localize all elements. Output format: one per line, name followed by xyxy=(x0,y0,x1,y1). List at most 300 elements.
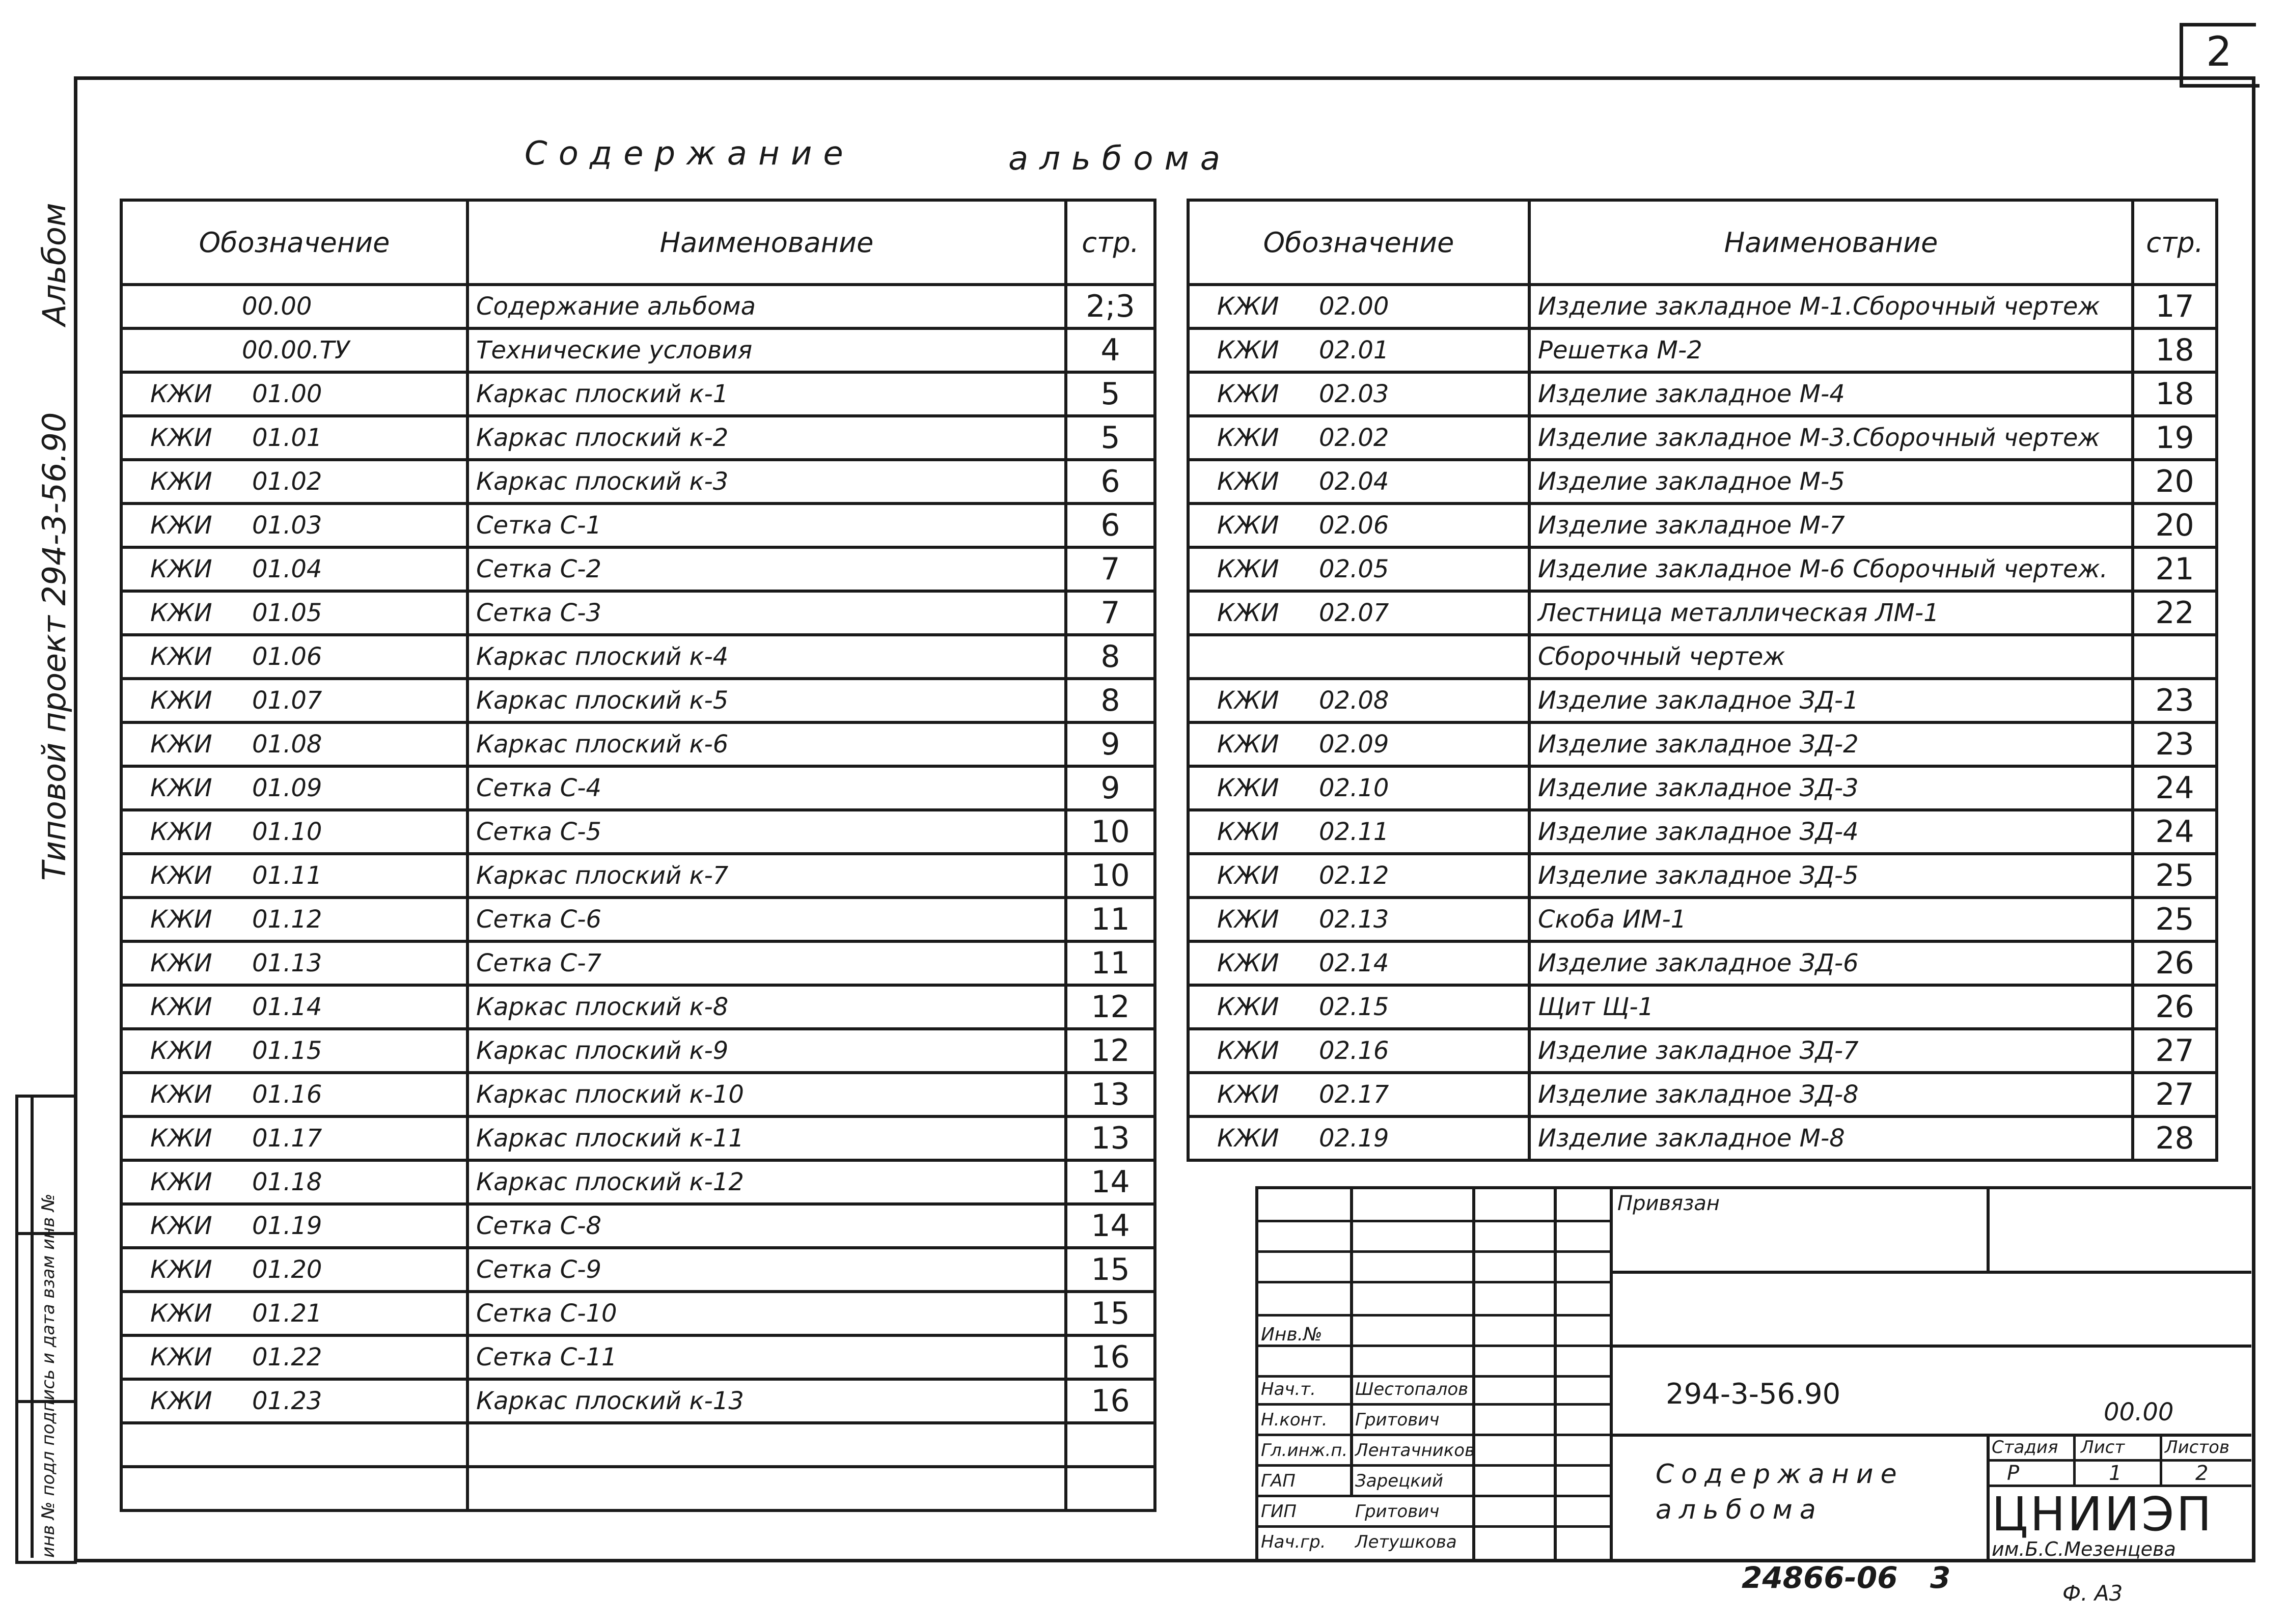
page-number: 24 xyxy=(2133,810,2217,854)
footer-page: 3 xyxy=(1930,1560,1951,1595)
doc-code: 294-3-56.90 xyxy=(1666,1378,1841,1411)
item-name: Сборочный чертеж xyxy=(1529,635,2133,679)
designation-number: 01.18 xyxy=(252,1168,322,1196)
item-name: Лестница металлическая ЛМ-1 xyxy=(1529,591,2133,635)
table-row xyxy=(1188,285,2217,328)
spine-album: Альбом xyxy=(36,203,73,326)
designation-cell xyxy=(121,1292,467,1335)
designation-cell xyxy=(121,1379,467,1423)
page-number: 21 xyxy=(2133,547,2217,591)
designation-cell xyxy=(121,810,467,854)
page-number: 14 xyxy=(1066,1204,1155,1248)
designation-number: 01.21 xyxy=(252,1299,322,1328)
designation-cell xyxy=(1188,635,1529,679)
role-label: ГИП xyxy=(1261,1501,1297,1522)
designation-code: КЖИ xyxy=(1217,336,1279,365)
designation-code: КЖИ xyxy=(1217,380,1279,408)
designation-code: КЖИ xyxy=(150,1168,212,1196)
designation-code: КЖИ xyxy=(1217,730,1279,759)
designation-code: КЖИ xyxy=(150,380,212,408)
designation-code: КЖИ xyxy=(150,1212,212,1240)
designation-cell xyxy=(121,460,467,503)
table-row xyxy=(1188,1029,2217,1073)
designation-number: 01.09 xyxy=(252,774,322,802)
item-name: Сетка С-8 xyxy=(467,1204,1066,1248)
page-number: 10 xyxy=(1066,854,1155,898)
page-number: 22 xyxy=(2133,591,2217,635)
designation-code: КЖИ xyxy=(1217,1124,1279,1153)
page-number: 7 xyxy=(1066,547,1155,591)
page-number: 24 xyxy=(2133,766,2217,810)
designation-number: 01.11 xyxy=(252,861,322,890)
doc-title-line1: Содержание xyxy=(1656,1459,1904,1490)
table-row xyxy=(121,591,1155,635)
role-person: Гритович xyxy=(1355,1501,1440,1522)
page-number: 25 xyxy=(2133,898,2217,941)
designation-cell xyxy=(1188,985,1529,1029)
page-number: 13 xyxy=(1066,1116,1155,1160)
stamp-inner-line xyxy=(31,1095,34,1558)
designation-cell xyxy=(1188,1116,1529,1160)
table-row xyxy=(121,1379,1155,1423)
table-row xyxy=(121,1467,1155,1510)
designation-code: КЖИ xyxy=(150,730,212,759)
page-number: 18 xyxy=(2133,328,2217,372)
footer-number: 24866-06 xyxy=(1742,1560,1898,1595)
header-name: Наименование xyxy=(1529,200,2133,285)
designation-cell xyxy=(1188,1073,1529,1116)
designation-code: КЖИ xyxy=(150,861,212,890)
table-row xyxy=(1188,1073,2217,1116)
designation-code: КЖИ xyxy=(150,467,212,496)
table-row xyxy=(121,635,1155,679)
table-row xyxy=(121,1423,1155,1467)
designation-code: КЖИ xyxy=(1217,993,1279,1021)
item-name: Каркас плоский к-6 xyxy=(467,722,1066,766)
item-name: Изделие закладное ЗД-4 xyxy=(1529,810,2133,854)
item-name: Изделие закладное М-5 xyxy=(1529,460,2133,503)
designation-cell xyxy=(1188,503,1529,547)
table-row xyxy=(121,810,1155,854)
table-row xyxy=(121,1335,1155,1379)
item-name: Сетка С-10 xyxy=(467,1292,1066,1335)
item-name: Щит Щ-1 xyxy=(1529,985,2133,1029)
designation-number: 02.01 xyxy=(1319,336,1389,365)
role-person: Зарецкий xyxy=(1355,1471,1444,1491)
header-page: стр. xyxy=(2133,200,2217,285)
designation-cell xyxy=(121,372,467,416)
page-number: 8 xyxy=(1066,679,1155,722)
page-number xyxy=(1066,1423,1155,1467)
designation-code: КЖИ xyxy=(1217,774,1279,802)
designation-number: 01.16 xyxy=(252,1080,322,1109)
item-name: Каркас плоский к-2 xyxy=(467,416,1066,460)
table-row xyxy=(1188,416,2217,460)
table-header-row xyxy=(121,200,1155,285)
designation-code: КЖИ xyxy=(1217,599,1279,627)
designation-number: 01.23 xyxy=(252,1387,322,1415)
designation-cell xyxy=(121,1335,467,1379)
designation-code: КЖИ xyxy=(150,905,212,934)
role-person: Шестопалов xyxy=(1355,1379,1469,1399)
role-label: Гл.инж.п. xyxy=(1261,1440,1348,1461)
designation-cell xyxy=(1188,1029,1529,1073)
designation-cell xyxy=(121,591,467,635)
table-row xyxy=(121,1116,1155,1160)
designation-code: КЖИ xyxy=(1217,861,1279,890)
table-row xyxy=(121,722,1155,766)
sheet-label: Лист xyxy=(2081,1437,2125,1458)
header-designation: Обозначение xyxy=(121,200,467,285)
designation-number: 02.10 xyxy=(1319,774,1389,802)
designation-code: КЖИ xyxy=(150,993,212,1021)
item-name: Сетка С-9 xyxy=(467,1248,1066,1292)
item-name: Каркас плоский к-7 xyxy=(467,854,1066,898)
sheets-value: 2 xyxy=(2195,1462,2209,1485)
designation-code: КЖИ xyxy=(1217,905,1279,934)
doc-title-line2: альбома xyxy=(1656,1495,1823,1525)
item-name: Изделие закладное М-4 xyxy=(1529,372,2133,416)
page-number: 12 xyxy=(1066,985,1155,1029)
page-number: 9 xyxy=(1066,722,1155,766)
designation-code: КЖИ xyxy=(150,818,212,846)
item-name: Сетка С-5 xyxy=(467,810,1066,854)
page-number: 2;3 xyxy=(1066,285,1155,328)
page-number: 16 xyxy=(1066,1379,1155,1423)
table-row xyxy=(1188,591,2217,635)
page-number: 9 xyxy=(1066,766,1155,810)
designation-code: КЖИ xyxy=(1217,818,1279,846)
item-name: Решетка М-2 xyxy=(1529,328,2133,372)
page-number xyxy=(1066,1467,1155,1510)
designation-number: 01.10 xyxy=(252,818,322,846)
designation-code: КЖИ xyxy=(150,686,212,715)
table-row xyxy=(1188,941,2217,985)
corner-tick xyxy=(2180,23,2256,26)
item-name: Каркас плоский к-12 xyxy=(467,1160,1066,1204)
designation-cell xyxy=(1188,898,1529,941)
designation-number: 02.07 xyxy=(1319,599,1389,627)
designation-code: КЖИ xyxy=(150,774,212,802)
designation-number: 01.02 xyxy=(252,467,322,496)
item-name: Изделие закладное ЗД-1 xyxy=(1529,679,2133,722)
designation-cell xyxy=(121,547,467,591)
table-row xyxy=(121,985,1155,1029)
designation-code: КЖИ xyxy=(1217,686,1279,715)
item-name: Каркас плоский к-13 xyxy=(467,1379,1066,1423)
page-number: 18 xyxy=(2133,372,2217,416)
table-row xyxy=(1188,372,2217,416)
format-label: Ф. А3 xyxy=(2062,1581,2123,1606)
designation-number: 02.11 xyxy=(1319,818,1389,846)
table-row xyxy=(121,1029,1155,1073)
item-name: Сетка С-1 xyxy=(467,503,1066,547)
page-number: 28 xyxy=(2133,1116,2217,1160)
item-name: Сетка С-7 xyxy=(467,941,1066,985)
page-number: 27 xyxy=(2133,1029,2217,1073)
table-row xyxy=(121,416,1155,460)
designation-code: КЖИ xyxy=(150,1343,212,1371)
page-number: 26 xyxy=(2133,941,2217,985)
designation-number: 01.13 xyxy=(252,949,322,977)
table-row xyxy=(1188,635,2217,679)
page-number: 20 xyxy=(2133,460,2217,503)
item-name xyxy=(467,1423,1066,1467)
role-person: Гритович xyxy=(1355,1410,1440,1430)
designation-cell xyxy=(121,941,467,985)
item-name: Каркас плоский к-3 xyxy=(467,460,1066,503)
designation-number: 01.14 xyxy=(252,993,322,1021)
item-name xyxy=(467,1467,1066,1510)
designation-code: КЖИ xyxy=(150,1037,212,1065)
designation-cell xyxy=(121,679,467,722)
designation-cell xyxy=(1188,766,1529,810)
designation-number: 01.03 xyxy=(252,511,322,540)
page-number: 13 xyxy=(1066,1073,1155,1116)
designation-cell xyxy=(121,722,467,766)
designation-number: 02.06 xyxy=(1319,511,1389,540)
designation-code: КЖИ xyxy=(1217,555,1279,583)
page-number: 27 xyxy=(2133,1073,2217,1116)
page-number: 15 xyxy=(1066,1248,1155,1292)
item-name: Изделие закладное ЗД-5 xyxy=(1529,854,2133,898)
toc-table-left xyxy=(120,199,1156,1512)
title-block xyxy=(1255,1186,2251,1561)
designation-code: КЖИ xyxy=(150,1124,212,1153)
designation-cell xyxy=(121,898,467,941)
header-name: Наименование xyxy=(467,200,1066,285)
designation-cell xyxy=(1188,679,1529,722)
designation-number: 01.04 xyxy=(252,555,322,583)
designation-cell xyxy=(121,1029,467,1073)
designation-cell xyxy=(121,285,467,328)
designation-code: КЖИ xyxy=(150,511,212,540)
designation-number: 00.00 xyxy=(242,292,312,321)
designation-number: 01.22 xyxy=(252,1343,322,1371)
designation-code: КЖИ xyxy=(150,555,212,583)
page-number: 17 xyxy=(2133,285,2217,328)
page-number: 4 xyxy=(1066,328,1155,372)
designation-number: 02.16 xyxy=(1319,1037,1389,1065)
table-row xyxy=(1188,722,2217,766)
page-number: 11 xyxy=(1066,941,1155,985)
designation-number: 01.12 xyxy=(252,905,322,934)
item-name: Сетка С-3 xyxy=(467,591,1066,635)
table-row xyxy=(121,1160,1155,1204)
designation-cell xyxy=(121,854,467,898)
table-row xyxy=(1188,460,2217,503)
page-number: 25 xyxy=(2133,854,2217,898)
designation-number: 02.03 xyxy=(1319,380,1389,408)
item-name: Каркас плоский к-11 xyxy=(467,1116,1066,1160)
table-row xyxy=(121,766,1155,810)
table-row xyxy=(1188,766,2217,810)
table-row xyxy=(121,547,1155,591)
designation-cell xyxy=(1188,854,1529,898)
item-name: Сетка С-4 xyxy=(467,766,1066,810)
table-row xyxy=(1188,810,2217,854)
table-row xyxy=(121,1248,1155,1292)
item-name: Изделие закладное М-7 xyxy=(1529,503,2133,547)
designation-code: КЖИ xyxy=(1217,1080,1279,1109)
designation-number: 01.20 xyxy=(252,1255,322,1284)
item-name: Сетка С-11 xyxy=(467,1335,1066,1379)
designation-cell xyxy=(121,1423,467,1467)
table-row xyxy=(1188,1116,2217,1160)
role-label: ГАП xyxy=(1261,1471,1296,1491)
item-name: Сетка С-2 xyxy=(467,547,1066,591)
table-row xyxy=(121,285,1155,328)
designation-number: 01.08 xyxy=(252,730,322,759)
page-number: 5 xyxy=(1066,372,1155,416)
designation-number: 02.13 xyxy=(1319,905,1389,934)
designation-cell xyxy=(121,635,467,679)
page-number: 26 xyxy=(2133,985,2217,1029)
table-row xyxy=(121,679,1155,722)
sheet-value: 1 xyxy=(2109,1462,2122,1485)
page-number: 11 xyxy=(1066,898,1155,941)
designation-code: КЖИ xyxy=(1217,511,1279,540)
org-name: ЦНИИЭП xyxy=(1992,1487,2214,1542)
item-name: Изделие закладное ЗД-6 xyxy=(1529,941,2133,985)
item-name: Изделие закладное ЗД-2 xyxy=(1529,722,2133,766)
page-number: 12 xyxy=(1066,1029,1155,1073)
item-name: Технические условия xyxy=(467,328,1066,372)
designation-cell xyxy=(121,1073,467,1116)
stage-label: Стадия xyxy=(1992,1437,2058,1458)
role-person: Летушкова xyxy=(1355,1532,1457,1552)
item-name: Изделие закладное ЗД-7 xyxy=(1529,1029,2133,1073)
designation-number: 02.08 xyxy=(1319,686,1389,715)
table-row xyxy=(121,1204,1155,1248)
designation-cell xyxy=(121,416,467,460)
designation-number: 02.09 xyxy=(1319,730,1389,759)
designation-number: 01.05 xyxy=(252,599,322,627)
designation-cell xyxy=(121,328,467,372)
designation-code: КЖИ xyxy=(1217,1037,1279,1065)
designation-cell xyxy=(121,1467,467,1510)
table-row xyxy=(1188,503,2217,547)
page-number xyxy=(2133,635,2217,679)
designation-number: 02.05 xyxy=(1319,555,1389,583)
designation-number: 01.07 xyxy=(252,686,322,715)
designation-number: 02.04 xyxy=(1319,467,1389,496)
item-name: Каркас плоский к-5 xyxy=(467,679,1066,722)
designation-cell xyxy=(121,1248,467,1292)
designation-cell xyxy=(1188,328,1529,372)
page-number: 5 xyxy=(1066,416,1155,460)
sheets-label: Листов xyxy=(2165,1437,2230,1458)
designation-cell xyxy=(1188,722,1529,766)
designation-number: 01.19 xyxy=(252,1212,322,1240)
designation-number: 02.02 xyxy=(1319,424,1389,452)
stage-value: Р xyxy=(2007,1462,2020,1485)
table-row xyxy=(121,503,1155,547)
page-number: 20 xyxy=(2133,503,2217,547)
table-row xyxy=(121,1073,1155,1116)
item-name: Изделие закладное ЗД-3 xyxy=(1529,766,2133,810)
table-row xyxy=(121,941,1155,985)
designation-code: КЖИ xyxy=(1217,292,1279,321)
designation-code: КЖИ xyxy=(150,642,212,671)
item-name: Каркас плоский к-8 xyxy=(467,985,1066,1029)
designation-number: 00.00.ТУ xyxy=(242,336,350,365)
designation-cell xyxy=(121,503,467,547)
sheet-code: 00.00 xyxy=(2104,1398,2174,1426)
header-designation: Обозначение xyxy=(1188,200,1529,285)
role-label: Н.конт. xyxy=(1261,1410,1328,1430)
designation-number: 01.06 xyxy=(252,642,322,671)
privyazan-label: Привязан xyxy=(1617,1192,1720,1215)
item-name: Изделие закладное ЗД-8 xyxy=(1529,1073,2133,1116)
item-name: Изделие закладное М-6 Сборочный чертеж. xyxy=(1529,547,2133,591)
designation-number: 02.17 xyxy=(1319,1080,1389,1109)
designation-cell xyxy=(1188,810,1529,854)
page-number: 14 xyxy=(1066,1160,1155,1204)
table-row xyxy=(1188,854,2217,898)
designation-cell xyxy=(1188,591,1529,635)
item-name: Содержание альбома xyxy=(467,285,1066,328)
designation-cell xyxy=(1188,416,1529,460)
designation-number: 02.12 xyxy=(1319,861,1389,890)
page-number: 10 xyxy=(1066,810,1155,854)
page-number: 7 xyxy=(1066,591,1155,635)
item-name: Каркас плоский к-1 xyxy=(467,372,1066,416)
left-stamp-text: инв № подл подпись и дата взам инв № xyxy=(38,1193,59,1558)
designation-cell xyxy=(1188,460,1529,503)
designation-cell xyxy=(121,1204,467,1248)
heading-left: Содержание xyxy=(525,135,855,173)
designation-code: КЖИ xyxy=(150,1255,212,1284)
designation-code: КЖИ xyxy=(1217,424,1279,452)
designation-code: КЖИ xyxy=(150,949,212,977)
designation-cell xyxy=(1188,941,1529,985)
table-row xyxy=(1188,898,2217,941)
item-name: Каркас плоский к-10 xyxy=(467,1073,1066,1116)
designation-code: КЖИ xyxy=(1217,949,1279,977)
item-name: Изделие закладное М-3.Сборочный чертеж xyxy=(1529,416,2133,460)
designation-cell xyxy=(121,985,467,1029)
inv-label: Инв.№ xyxy=(1261,1324,1323,1345)
table-row xyxy=(121,372,1155,416)
item-name: Каркас плоский к-9 xyxy=(467,1029,1066,1073)
designation-number: 01.00 xyxy=(252,380,322,408)
item-name: Скоба ИМ-1 xyxy=(1529,898,2133,941)
designation-cell xyxy=(1188,372,1529,416)
role-person: Лентачников xyxy=(1355,1440,1475,1461)
page-number: 23 xyxy=(2133,722,2217,766)
designation-code: КЖИ xyxy=(150,599,212,627)
toc-table-right xyxy=(1187,199,2218,1162)
designation-cell xyxy=(121,1116,467,1160)
table-row xyxy=(1188,679,2217,722)
table-row xyxy=(121,460,1155,503)
page-number: 15 xyxy=(1066,1292,1155,1335)
page-number: 16 xyxy=(1066,1335,1155,1379)
table-row xyxy=(121,898,1155,941)
header-page: стр. xyxy=(1066,200,1155,285)
page-number: 6 xyxy=(1066,460,1155,503)
designation-cell xyxy=(121,766,467,810)
designation-code: КЖИ xyxy=(150,1299,212,1328)
designation-number: 01.15 xyxy=(252,1037,322,1065)
page-number: 23 xyxy=(2133,679,2217,722)
designation-number: 02.14 xyxy=(1319,949,1389,977)
item-name: Изделие закладное М-8 xyxy=(1529,1116,2133,1160)
designation-code: КЖИ xyxy=(150,1387,212,1415)
designation-cell xyxy=(1188,285,1529,328)
designation-number: 01.01 xyxy=(252,424,322,452)
